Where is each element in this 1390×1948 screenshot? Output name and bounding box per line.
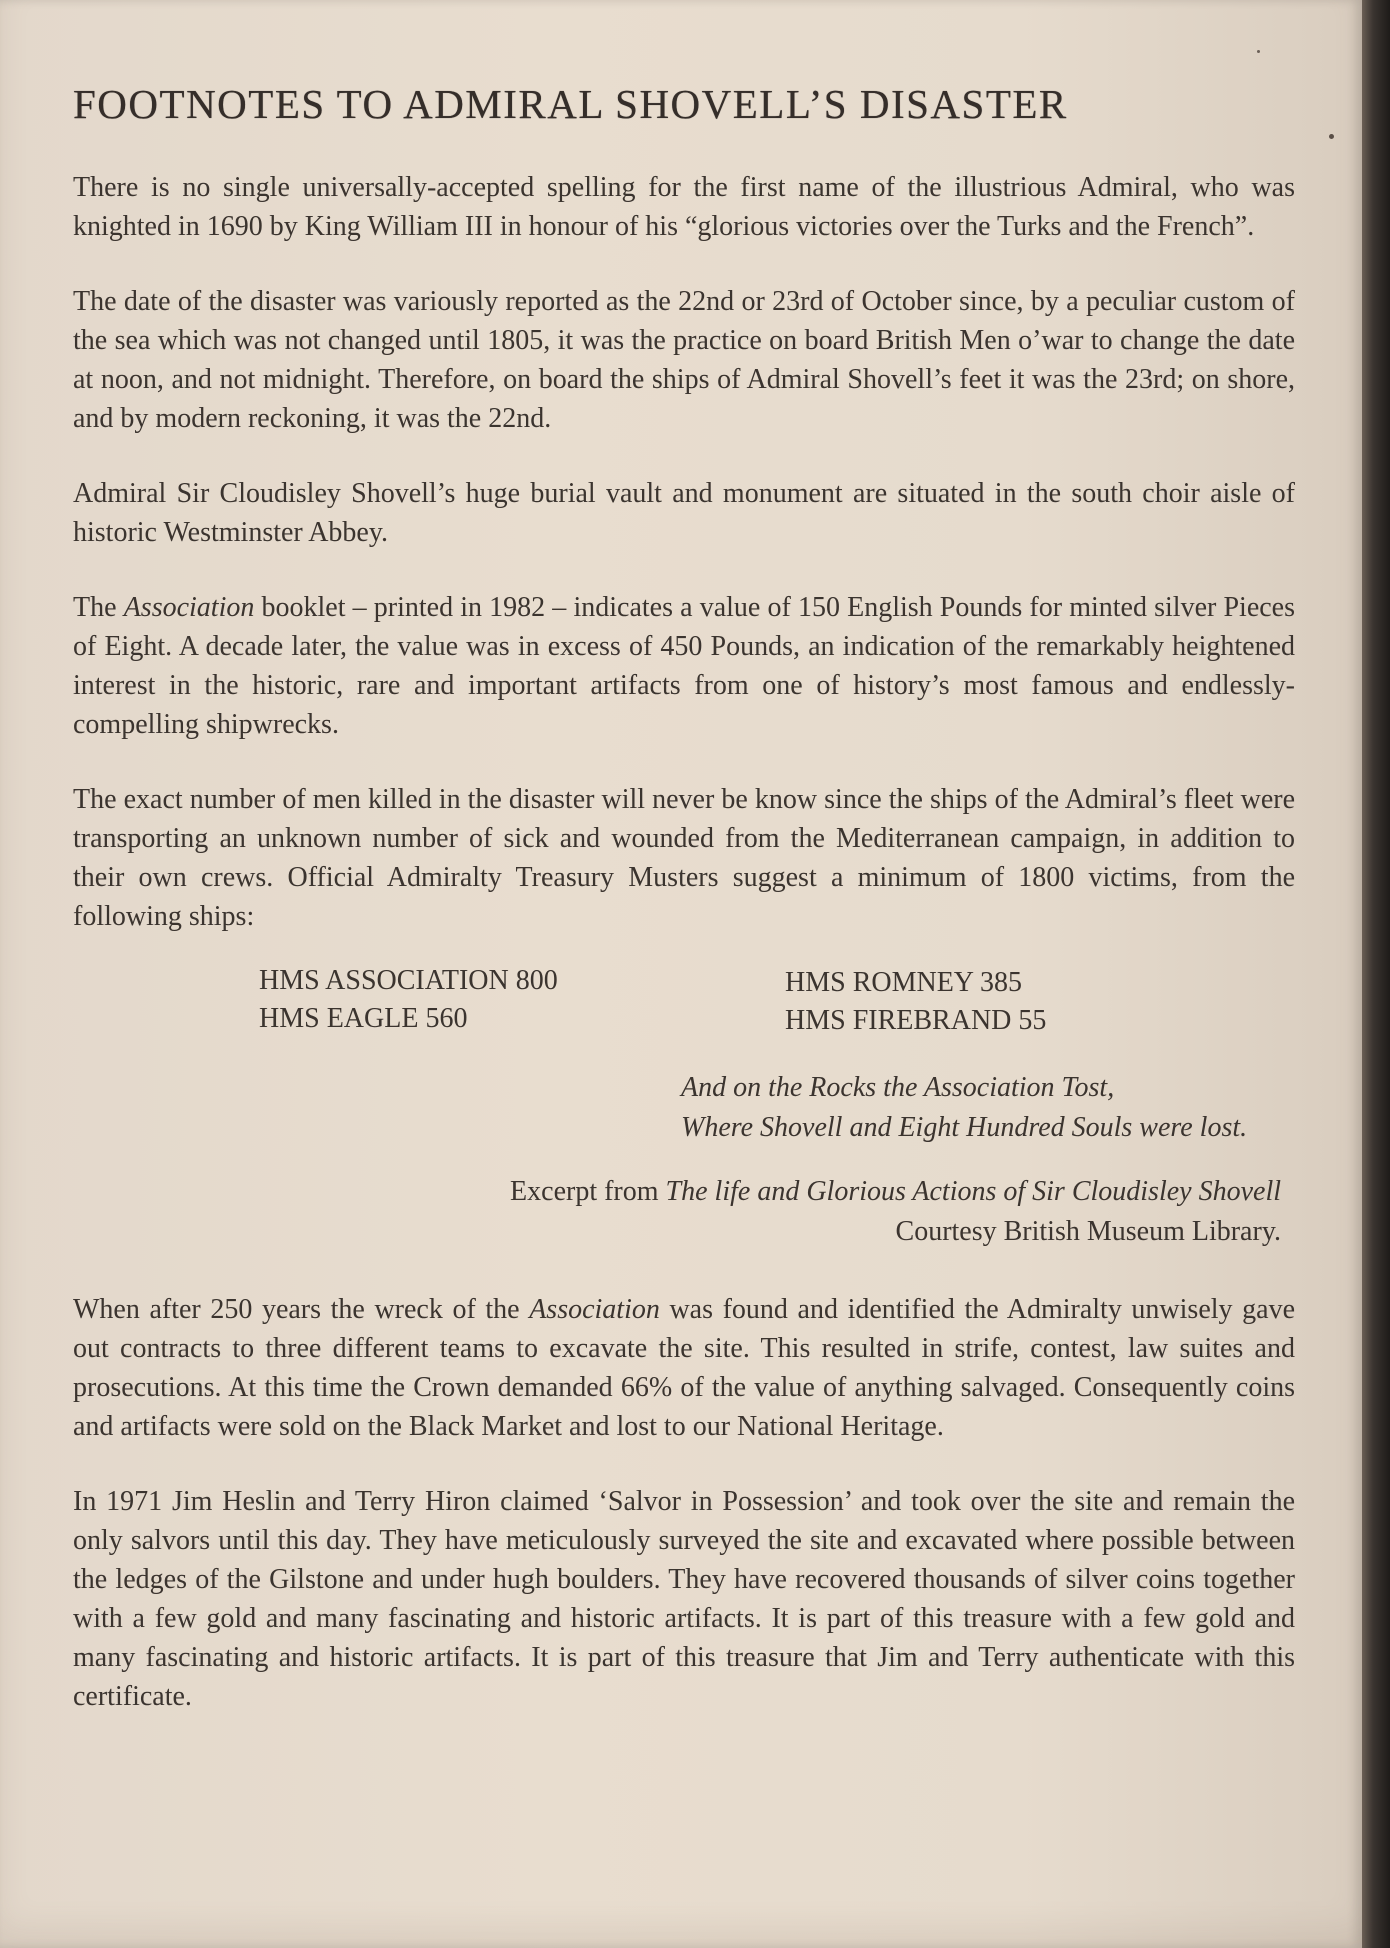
excerpt-source [73, 1172, 1281, 1212]
paragraph-spelling: There is no single universally-accepted spelling for the first name of the illustrious Admiral, who was knighted in 1690 by King William III in honour of his “glorious victories over the Turks and the French”. [73, 172, 1295, 242]
wreck-italic: Association [529, 1294, 660, 1325]
speck [1329, 134, 1334, 139]
paragraph-salvors: In 1971 Jim Heslin and Terry Hiron claimed ‘Salvor in Possession’ and took over the site and remain the only salvors until this day. They have meticulously surveyed the site and excavated where possible between the ledges of the Gilstone and under hugh boulders. They have recovered thousands of silver coins together with a few gold and many fascinating and historic artifacts. It is part of this treasure with a few gold and many fascinating and historic artifacts. It is part of this treasure that Jim and Terry authenticate with this certificate. [73, 1486, 1295, 1712]
speck [1257, 50, 1260, 53]
ship-column-right [785, 964, 1046, 1040]
wreck-pre: When after 250 years the wreck of the [73, 1294, 530, 1325]
ship-item: HMS EAGLE 560 [259, 1003, 468, 1034]
ship-list [73, 962, 1295, 1044]
wreck-post: was found and identified the Admiralty unwisely gave out contracts to three different teams to excavate the site. This resulted in strife, contest, law suites and prosecutions. At this time the Crown demanded 66% of the value of anything salvaged. Consequently coins and artifacts were sold on the Black Market and lost to our National Heritage. [73, 1294, 1295, 1442]
paragraph-victims: The exact number of men killed in the disaster will never be know since the ships of the Admiral’s fleet were transporting an unknown number of sick and wounded from the Mediterranean campaign, in addition to their own crews. Official Admiralty Treasury Musters suggest a minimum of 1800 victims, from the following ships: [73, 784, 1295, 932]
ship-item: HMS ASSOCIATION 800 [259, 965, 558, 996]
excerpt-prefix: Excerpt from [510, 1176, 666, 1207]
excerpt-book-title: The life and Glorious Actions of Sir Cloudisley Shovell [665, 1176, 1281, 1207]
page-title: FOOTNOTES TO ADMIRAL SHOVELL’S DISASTER [73, 81, 1068, 127]
paragraph-date: The date of the disaster was variously reported as the 22nd or 23rd of October since, by a peculiar custom of the sea which was not changed until 1805, it was the practice on board British Men o’war to change the date at noon, and not midnight. Therefore, on board the ships of Admiral Shovell’s feet it was the 23rd; on shore, and by modern reckoning, it was the 22nd. [73, 286, 1295, 434]
booklet-italic: Association [123, 592, 255, 623]
excerpt-citation [73, 1172, 1295, 1252]
ship-column-left [259, 962, 558, 1038]
paragraph-burial: Admiral Sir Cloudisley Shovell’s huge burial vault and monument are situated in the south choir aisle of historic Westminster Abbey. [73, 478, 1295, 548]
booklet-pre: The [73, 592, 124, 623]
paragraph-booklet [73, 588, 1295, 744]
booklet-post: booklet – printed in 1982 – indicates a value of 150 English Pounds for minted silver Pieces of Eight. A decade later, the value was in excess of 450 Pounds, an indication of the remarkably heightened interest in the historic, rare and important artifacts from one of history’s most famous and endlessly-compelling shipwrecks. [73, 592, 1295, 740]
verse-line: Where Shovell and Eight Hundred Souls were lost. [681, 1112, 1248, 1143]
paragraph-wreck [73, 1290, 1295, 1446]
panel-edge-shadow [1362, 0, 1390, 1948]
excerpt-courtesy: Courtesy British Museum Library. [895, 1216, 1281, 1247]
document-body [73, 80, 1295, 1752]
verse [73, 1068, 1295, 1148]
verse-line: And on the Rocks the Association Tost, [681, 1072, 1115, 1103]
ship-item: HMS FIREBRAND 55 [785, 1005, 1047, 1036]
ship-item: HMS ROMNEY 385 [785, 967, 1022, 998]
